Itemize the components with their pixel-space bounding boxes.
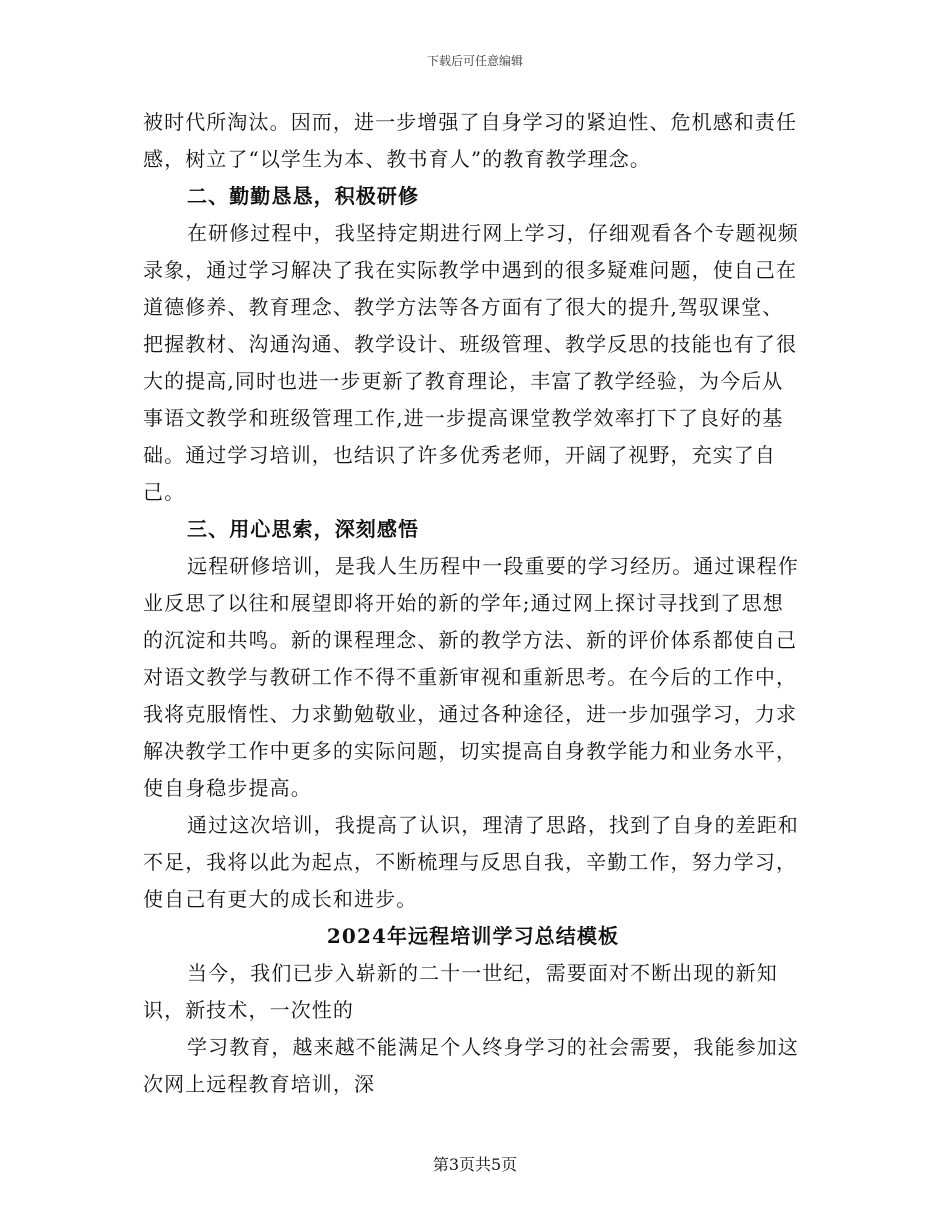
page-footer: 第3页共5页 [432, 1155, 518, 1174]
paragraph-reflection: 远程研修培训，是我人生历程中一段重要的学习经历。通过课程作业反思了以往和展望即将开始的新的学年;通过网上探讨寻找到了思想的沉淀和共鸣。新的课程理念、新的教学方法、新的评价体系都使自己对语文教学与教研工作不得不重新审视和重新思考。在今后的工作中，我将克服惰性、力求勤勉敬业，通过各种途径，进一步加强学习，力求解决教学工作中更多的实际问题，切实提高自身教学能力和业务水平，使自身稳步提高。 [143, 554, 799, 800]
document-body [143, 104, 803, 1103]
paragraph-research: 在研修过程中，我坚持定期进行网上学习，仔细观看各个专题视频录象，通过学习解决了我在实际教学中遇到的很多疑难问题，使自己在道德修养、教育理念、教学方法等各方面有了很大的提升,驾驭课堂、把握教材、沟通沟通、教学设计、班级管理、教学反思的技能也有了很大的提高,同时也进一步更新了教育理论，丰富了教学经验，为今后从事语文教学和班级管理工作,进一步提高课堂教学效率打下了良好的基础。通过学习培训，也结识了许多优秀老师，开阔了视野，充实了自己。 [143, 221, 799, 504]
paragraph-intro-continued: 学习教育，越来越不能满足个人终身学习的社会需要，我能参加这次网上远程教育培训，深 [143, 1035, 799, 1096]
paragraph-continuation: 被时代所淘汰。因而，进一步增强了自身学习的紧迫性、危机感和责任感，树立了“以学生为本、教书育人”的教育教学理念。 [143, 110, 798, 171]
section-heading-2: 二、勤勤恳恳，积极研修 [187, 184, 420, 208]
paragraph-conclusion: 通过这次培训，我提高了认识，理清了思路，找到了自身的差距和不足，我将以此为起点，不断梳理与反思自我，辛勤工作，努力学习，使自己有更大的成长和进步。 [143, 813, 799, 911]
page-header: 下载后可任意编辑 [426, 54, 523, 68]
paragraph-intro: 当今，我们已步入崭新的二十一世纪，需要面对不断出现的新知识，新技术，一次性的 [143, 961, 778, 1022]
section-heading-3: 三、用心思索，深刻感悟 [187, 517, 420, 541]
document-title: 2024年远程培训学习总结模板 [326, 924, 620, 948]
